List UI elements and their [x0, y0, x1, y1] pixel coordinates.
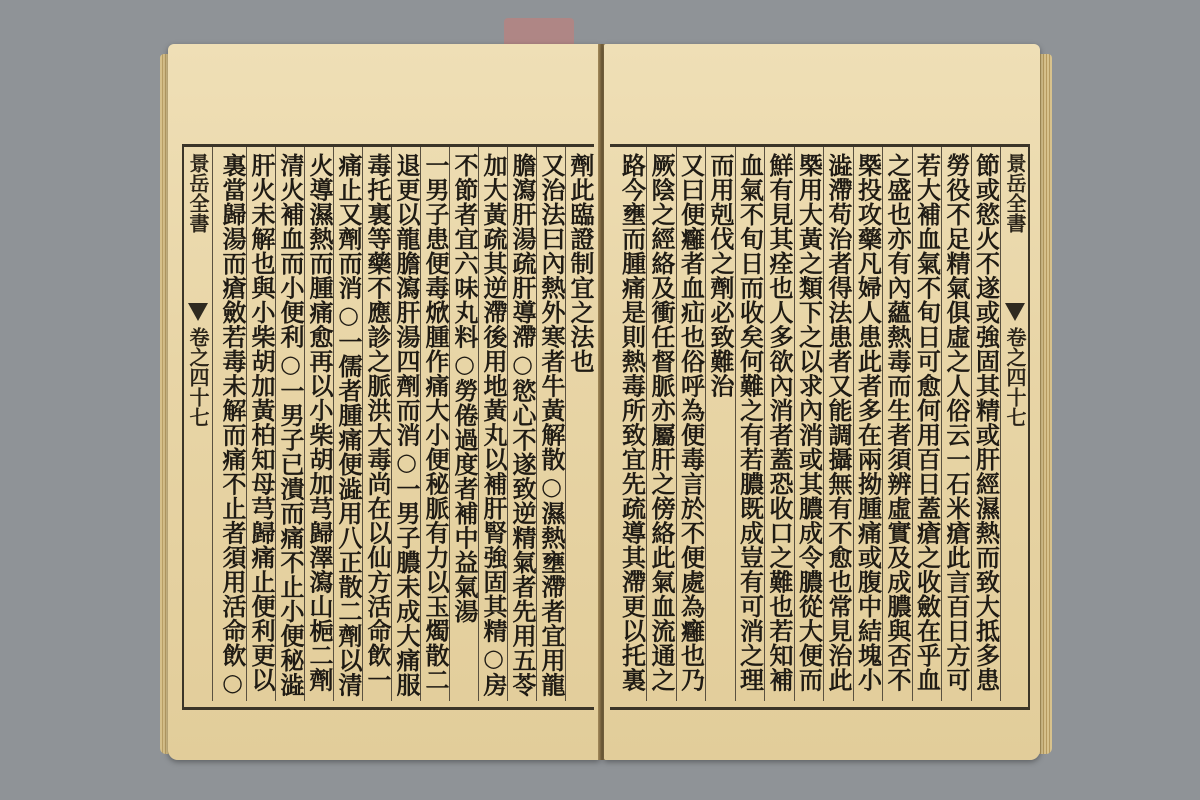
fish-tail-mark: [188, 303, 208, 321]
text-column: 又治法曰內熱外寒者牛黃解散○濕熱壅滯者宜用龍: [537, 153, 566, 697]
left-text-frame: [182, 144, 594, 710]
center-folio-number: [1001, 567, 1029, 627]
left-page-center-column: [184, 147, 212, 701]
left-page: [168, 44, 600, 760]
text-column: 加大黃疏其逆滯後用地黃丸以補肝腎強固其精○房: [479, 153, 508, 697]
text-column: 毒托裏等藥不應診之脈洪大毒尚在以仙方活命飲一: [363, 153, 392, 692]
text-column: 槩用大黃之類下之以求內消或其膿成令膿從大便而: [794, 153, 824, 692]
text-column: 槩投攻藥凡婦人患此者多在兩拗腫痛或腹中結塊小: [853, 153, 883, 692]
text-column: 路今壅而腫痛是則熱毒所致宜先疏導其滯更以托裏: [617, 153, 647, 692]
center-juan-label: 卷之四十七: [186, 327, 210, 427]
center-book-title: 景岳全書: [1003, 153, 1027, 233]
text-column: 鮮有見其痊也人多欲內消者蓋恐收口之難也若知補: [765, 153, 794, 692]
text-column: 劑此臨證制宜之法也: [566, 153, 595, 374]
right-text-frame: [610, 144, 1030, 710]
text-column: 澁滯苟治者得法患者又能調攝無有不愈也常見治此: [824, 153, 853, 692]
center-book-title: 景岳全書: [186, 153, 210, 233]
text-column: 痛止又劑而消○一儒者腫痛便澁用八正散二劑以清: [334, 153, 363, 697]
text-column: 之盛也亦有內蘊熱毒而生者須辨虛實及成膿與否不: [883, 153, 912, 692]
text-column: 節或慾火不遂或強固其精或肝經濕熱而致大抵多患: [971, 153, 1001, 692]
page-edges-right: [1038, 54, 1052, 754]
fish-tail-mark: [1005, 303, 1025, 321]
text-column: 退更以龍膽瀉肝湯四劑而消○一男子膿未成大痛服: [392, 153, 421, 697]
text-column: 肝火未解也與小柴胡加黃柏知母芎歸痛止便利更以: [247, 153, 276, 692]
text-column: 血氣不旬日而收矣何難之有若膿既成豈有可消之理: [735, 153, 765, 692]
text-column: 一男子患便毒焮腫作痛大小便秘脈有力以玉燭散二: [421, 153, 450, 692]
text-column: 膽瀉肝湯疏肝導滯○慾心不遂致逆精氣者先用五苓: [508, 153, 537, 697]
right-page: [604, 44, 1040, 760]
text-column: 火導濕熱而腫痛愈再以小柴胡加芎歸澤瀉山梔二劑: [305, 153, 334, 692]
text-column: 勞役不足精氣俱虛之人俗云一石米瘡此言百日方可: [942, 153, 971, 692]
center-rule: [212, 147, 213, 701]
text-column: 清火補血而小便利○一男子已潰而痛不止小便秘澁: [276, 153, 305, 697]
center-juan-label: 卷之四十七: [1003, 327, 1027, 427]
center-folio-number: [184, 567, 212, 627]
text-column: 而用剋伐之劑必致難治: [706, 153, 735, 398]
text-column: 裏當歸湯而瘡斂若毒未解而痛不止者須用活命飲○: [218, 153, 247, 697]
text-column: 若大補血氣不旬日可愈何用百日蓋瘡之收斂在乎血: [912, 153, 942, 692]
text-column: 厥陰之經絡及衝任督脈亦屬肝之傍絡此氣血流通之: [647, 153, 676, 692]
right-page-center-column: [1001, 147, 1029, 701]
open-book: [168, 44, 1040, 760]
text-column: 不節者宜六味丸料○勞倦過度者補中益氣湯: [450, 153, 479, 624]
text-column: 又曰便癰者血疝也俗呼為便毒言於不便處為癰也乃: [676, 153, 706, 692]
